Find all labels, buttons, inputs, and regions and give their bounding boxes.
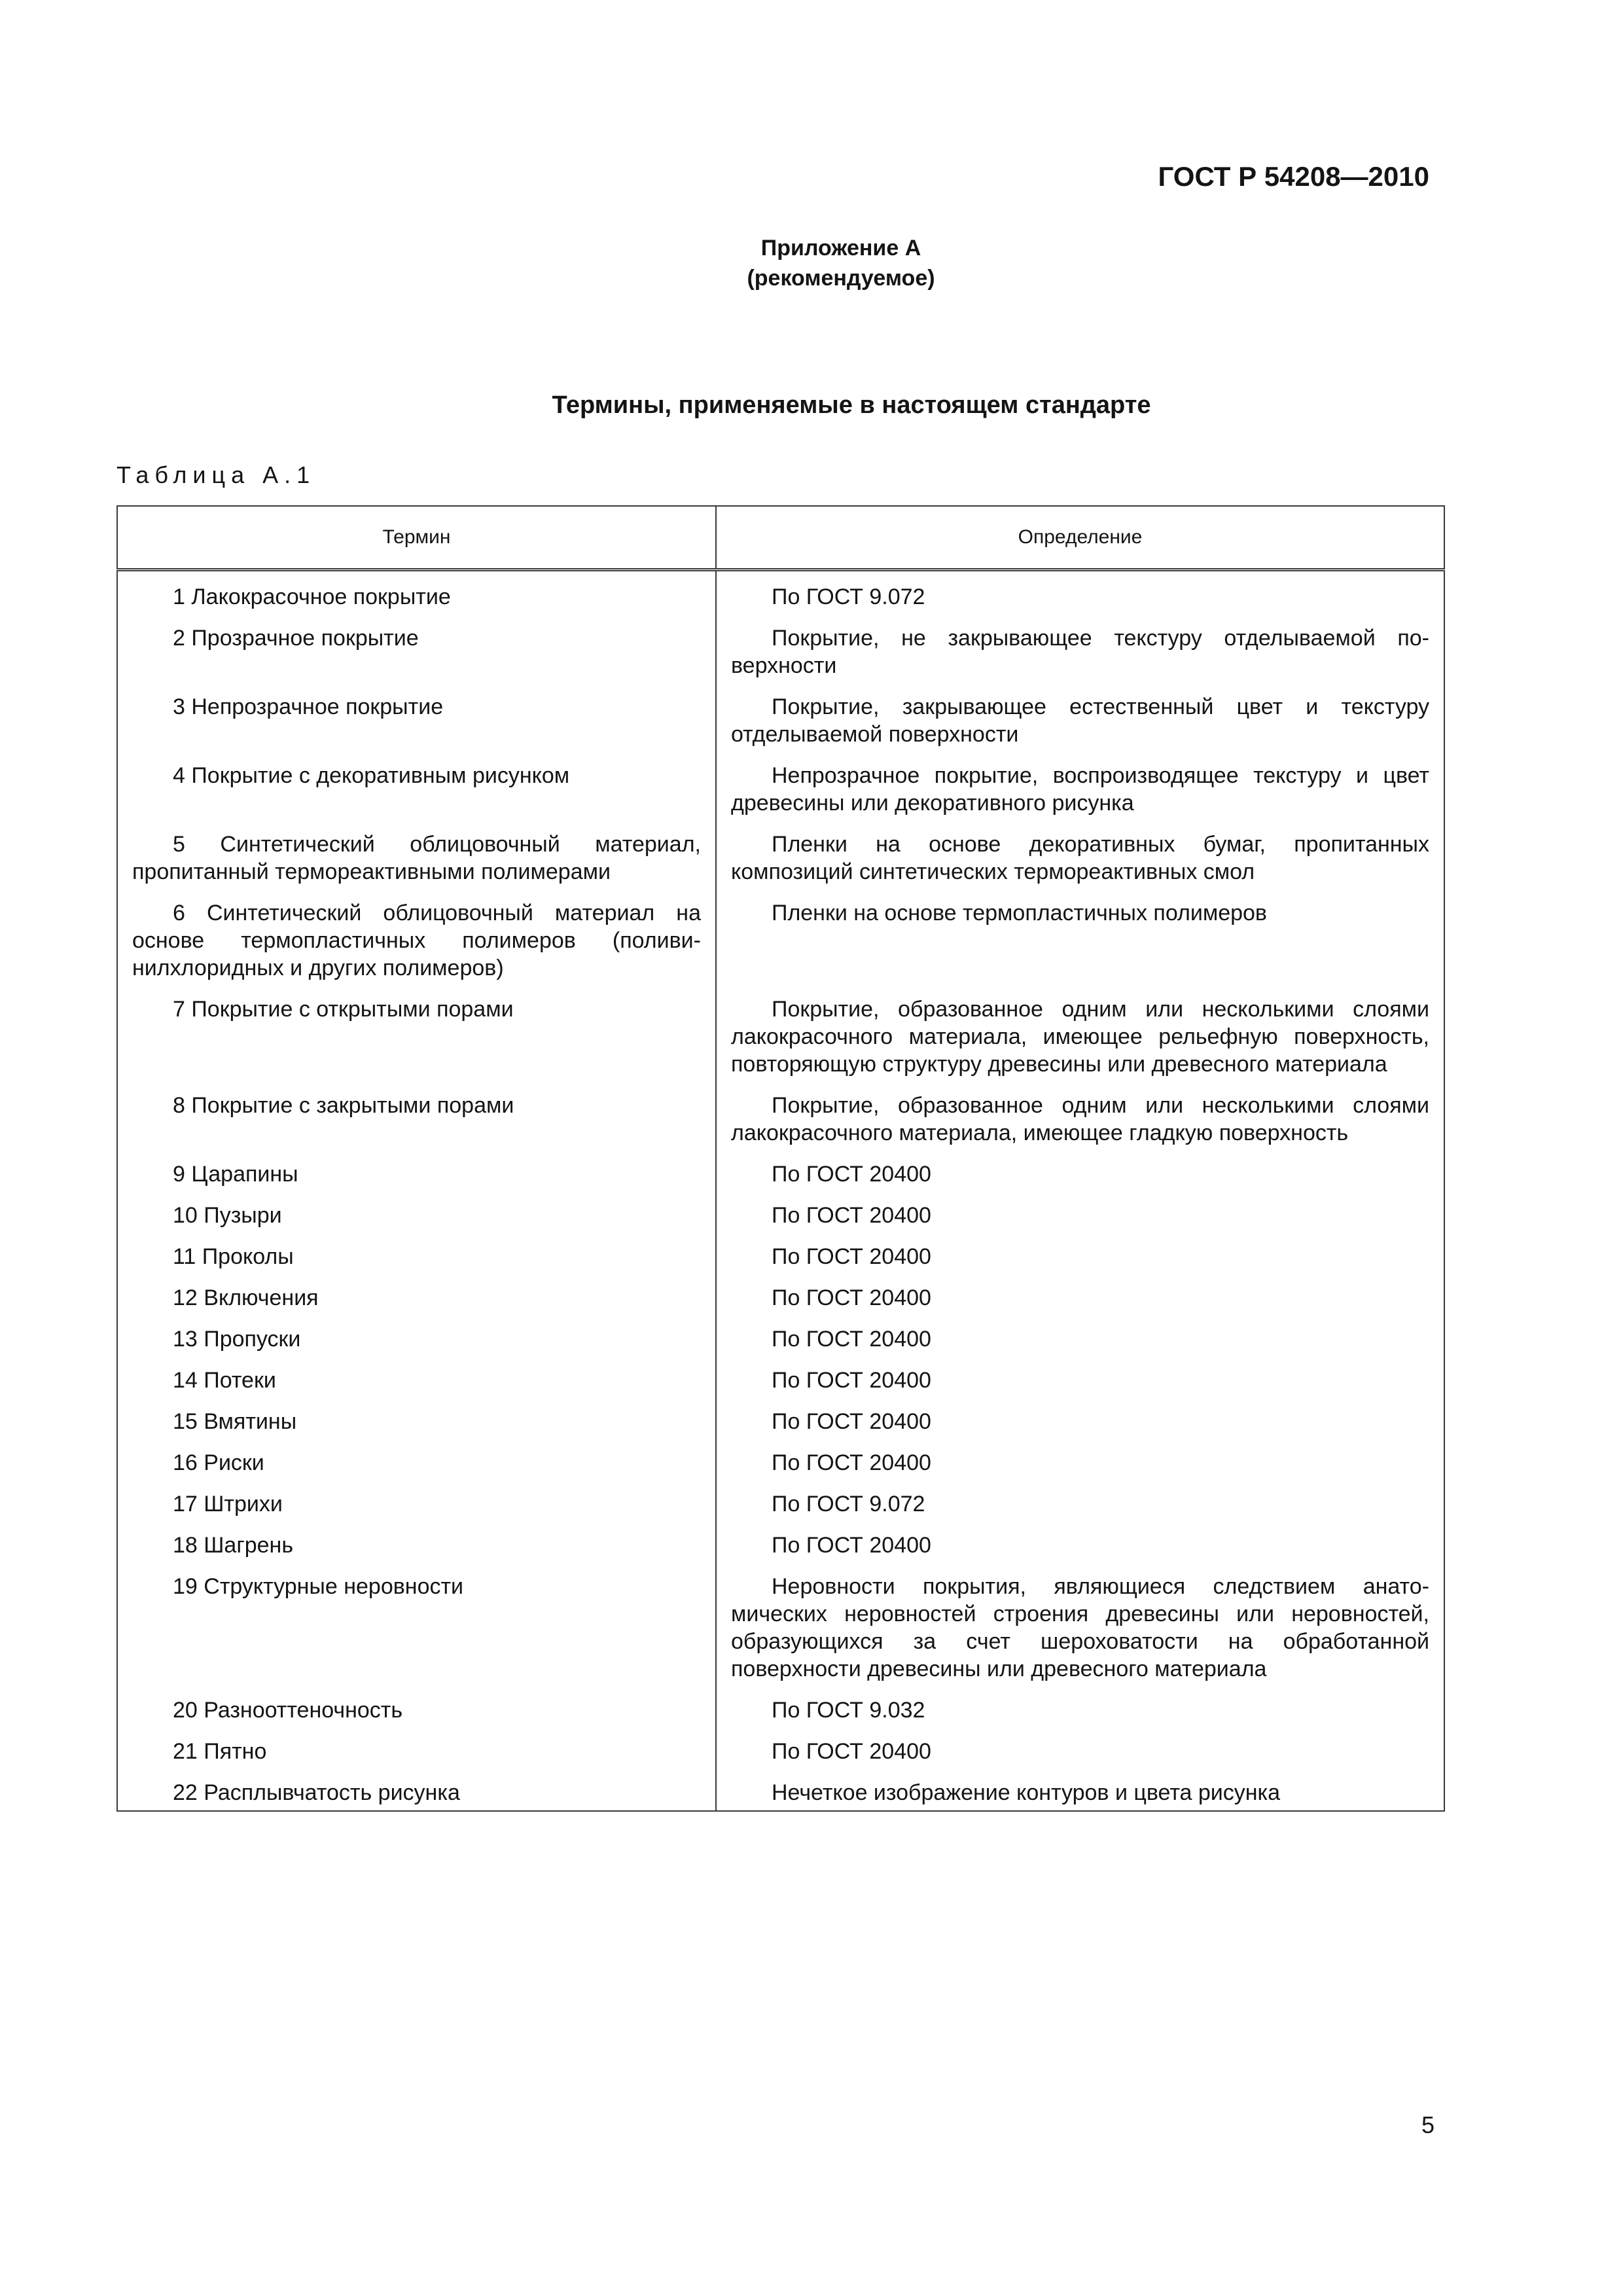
table-row bbox=[117, 762, 1444, 831]
table-row bbox=[117, 1325, 1444, 1367]
definition-cell bbox=[716, 831, 1444, 899]
table-row bbox=[117, 1202, 1444, 1243]
table-row bbox=[117, 1449, 1444, 1490]
definition-text: Непрозрачное покрытие, воспроизводящее текстуру и цвет древесины или декоративного рисунка bbox=[731, 763, 1429, 816]
table-row bbox=[117, 1490, 1444, 1532]
definition-cell bbox=[716, 996, 1444, 1092]
term-cell bbox=[117, 1573, 716, 1696]
definition-cell bbox=[716, 1284, 1444, 1325]
definition-text: По ГОСТ 9.072 bbox=[772, 584, 925, 609]
definition-cell bbox=[716, 762, 1444, 831]
term-cell bbox=[117, 1532, 716, 1573]
term-text: 2 Прозрачное покрытие bbox=[173, 626, 419, 651]
definition-cell bbox=[716, 1532, 1444, 1573]
term-cell bbox=[117, 1092, 716, 1160]
definition-text: Покрытие, образованное одним или несколькими слоями лакокрасочного материала, имеющее рельефную поверхность, повторяющую структуру древесины или древесного материала bbox=[731, 997, 1429, 1077]
definition-cell bbox=[716, 1779, 1444, 1811]
term-text: 17 Штрихи bbox=[173, 1492, 283, 1516]
table-row bbox=[117, 693, 1444, 762]
table-row bbox=[117, 1092, 1444, 1160]
definition-cell bbox=[716, 693, 1444, 762]
term-cell bbox=[117, 1284, 716, 1325]
term-text: 9 Царапины bbox=[173, 1162, 298, 1187]
definition-text: Пленки на основе термопластичных полимеров bbox=[772, 901, 1267, 925]
definition-text: По ГОСТ 20400 bbox=[772, 1739, 931, 1764]
document-code: ГОСТ Р 54208—2010 bbox=[1158, 161, 1429, 192]
term-text: 13 Пропуски bbox=[173, 1327, 301, 1352]
term-cell bbox=[117, 570, 716, 625]
definition-text: По ГОСТ 20400 bbox=[772, 1533, 931, 1558]
definition-cell bbox=[716, 1573, 1444, 1696]
term-cell bbox=[117, 1449, 716, 1490]
terms-table-container bbox=[116, 505, 1444, 1812]
appendix-subtitle: (рекомендуемое) bbox=[747, 266, 935, 291]
definition-text: По ГОСТ 9.072 bbox=[772, 1492, 925, 1516]
definition-text: По ГОСТ 20400 bbox=[772, 1162, 931, 1187]
definition-cell bbox=[716, 570, 1444, 625]
appendix-heading bbox=[0, 233, 1623, 293]
table-row bbox=[117, 1738, 1444, 1779]
term-text: 10 Пузыри bbox=[173, 1203, 282, 1228]
term-text: 6 Синтетический облицовочный материал на основе термопластичных полимеров (поливинилхлоридных и других полимеров) bbox=[132, 901, 701, 980]
term-cell bbox=[117, 1367, 716, 1408]
table-row bbox=[117, 1243, 1444, 1284]
term-text: 14 Потеки bbox=[173, 1368, 276, 1393]
definition-cell bbox=[716, 1160, 1444, 1202]
term-cell bbox=[117, 1408, 716, 1449]
term-cell bbox=[117, 1779, 716, 1811]
table-body bbox=[117, 570, 1444, 1812]
table-header-row bbox=[117, 506, 1444, 570]
definition-text: По ГОСТ 20400 bbox=[772, 1285, 931, 1310]
table-row bbox=[117, 1408, 1444, 1449]
definition-cell bbox=[716, 1738, 1444, 1779]
term-cell bbox=[117, 1160, 716, 1202]
table-row bbox=[117, 1696, 1444, 1738]
term-text: 5 Синтетический облицовочный материал, пропитанный термореактивными полимерами bbox=[132, 832, 701, 884]
term-cell bbox=[117, 1738, 716, 1779]
term-cell bbox=[117, 693, 716, 762]
table-row bbox=[117, 1284, 1444, 1325]
definition-cell bbox=[716, 1202, 1444, 1243]
term-cell bbox=[117, 1325, 716, 1367]
term-text: 15 Вмятины bbox=[173, 1409, 297, 1434]
definition-cell bbox=[716, 1243, 1444, 1284]
definition-cell bbox=[716, 1367, 1444, 1408]
definition-text: Покрытие, не закрывающее текстуру отделываемой поверхности bbox=[731, 626, 1429, 678]
definition-text: По ГОСТ 20400 bbox=[772, 1450, 931, 1475]
term-cell bbox=[117, 1202, 716, 1243]
definition-cell bbox=[716, 1490, 1444, 1532]
definition-cell bbox=[716, 1408, 1444, 1449]
definition-text: Нечеткое изображение контуров и цвета рисунка bbox=[772, 1780, 1281, 1805]
definition-text: По ГОСТ 20400 bbox=[772, 1409, 931, 1434]
table-row bbox=[117, 624, 1444, 693]
term-cell bbox=[117, 762, 716, 831]
term-text: 19 Структурные неровности bbox=[173, 1574, 464, 1599]
table-row bbox=[117, 1367, 1444, 1408]
definition-text: По ГОСТ 9.032 bbox=[772, 1698, 925, 1723]
table-row bbox=[117, 899, 1444, 996]
definition-text: По ГОСТ 20400 bbox=[772, 1203, 931, 1228]
table-row bbox=[117, 831, 1444, 899]
definition-cell bbox=[716, 1092, 1444, 1160]
column-header-term: Термин bbox=[117, 506, 716, 570]
definition-cell bbox=[716, 899, 1444, 996]
term-text: 18 Шагрень bbox=[173, 1533, 294, 1558]
definition-text: По ГОСТ 20400 bbox=[772, 1244, 931, 1269]
table-caption: Таблица А.1 bbox=[116, 461, 316, 488]
table-row bbox=[117, 996, 1444, 1092]
term-text: 4 Покрытие с декоративным рисунком bbox=[173, 763, 570, 788]
definition-text: Покрытие, образованное одним или несколькими слоями лакокрасочного материала, имеющее гладкую поверхность bbox=[731, 1093, 1429, 1145]
definition-text: По ГОСТ 20400 bbox=[772, 1327, 931, 1352]
definition-cell bbox=[716, 1696, 1444, 1738]
term-text: 16 Риски bbox=[173, 1450, 264, 1475]
term-text: 1 Лакокрасочное покрытие bbox=[173, 584, 451, 609]
table-row bbox=[117, 570, 1444, 625]
term-text: 11 Проколы bbox=[173, 1244, 294, 1269]
table-row bbox=[117, 1160, 1444, 1202]
table-row bbox=[117, 1573, 1444, 1696]
term-cell bbox=[117, 1490, 716, 1532]
appendix-title: Приложение А bbox=[760, 236, 921, 260]
term-cell bbox=[117, 996, 716, 1092]
definition-cell bbox=[716, 1325, 1444, 1367]
definition-text: По ГОСТ 20400 bbox=[772, 1368, 931, 1393]
definition-cell bbox=[716, 624, 1444, 693]
term-text: 20 Разнооттеночность bbox=[173, 1698, 403, 1723]
column-header-definition: Определение bbox=[716, 506, 1444, 570]
term-cell bbox=[117, 1243, 716, 1284]
term-text: 8 Покрытие с закрытыми порами bbox=[173, 1093, 514, 1118]
term-text: 3 Непрозрачное покрытие bbox=[173, 694, 444, 719]
table-row bbox=[117, 1779, 1444, 1811]
term-text: 21 Пятно bbox=[173, 1739, 267, 1764]
definition-cell bbox=[716, 1449, 1444, 1490]
term-cell bbox=[117, 624, 716, 693]
page-number: 5 bbox=[1421, 2111, 1435, 2138]
term-text: 22 Расплывчатость рисунка bbox=[173, 1780, 460, 1805]
section-title: Термины, применяемые в настоящем стандарте bbox=[552, 391, 1151, 419]
term-cell bbox=[117, 1696, 716, 1738]
term-cell bbox=[117, 899, 716, 996]
term-cell bbox=[117, 831, 716, 899]
definition-text: Покрытие, закрывающее естественный цвет и текстуру отделываемой поверхности bbox=[731, 694, 1429, 747]
terms-table bbox=[116, 505, 1445, 1812]
term-text: 12 Включения bbox=[173, 1285, 319, 1310]
table-row bbox=[117, 1532, 1444, 1573]
term-text: 7 Покрытие с открытыми порами bbox=[173, 997, 514, 1022]
definition-text: Пленки на основе декоративных бумаг, пропитанных композиций синтетических термореактивных смол bbox=[731, 832, 1429, 884]
definition-text: Неровности покрытия, являющиеся следствием анатомических неровностей строения древесины или неровностей, образующихся за счет шероховатости на обработанной поверхности древесины или древесного материала bbox=[731, 1574, 1429, 1681]
